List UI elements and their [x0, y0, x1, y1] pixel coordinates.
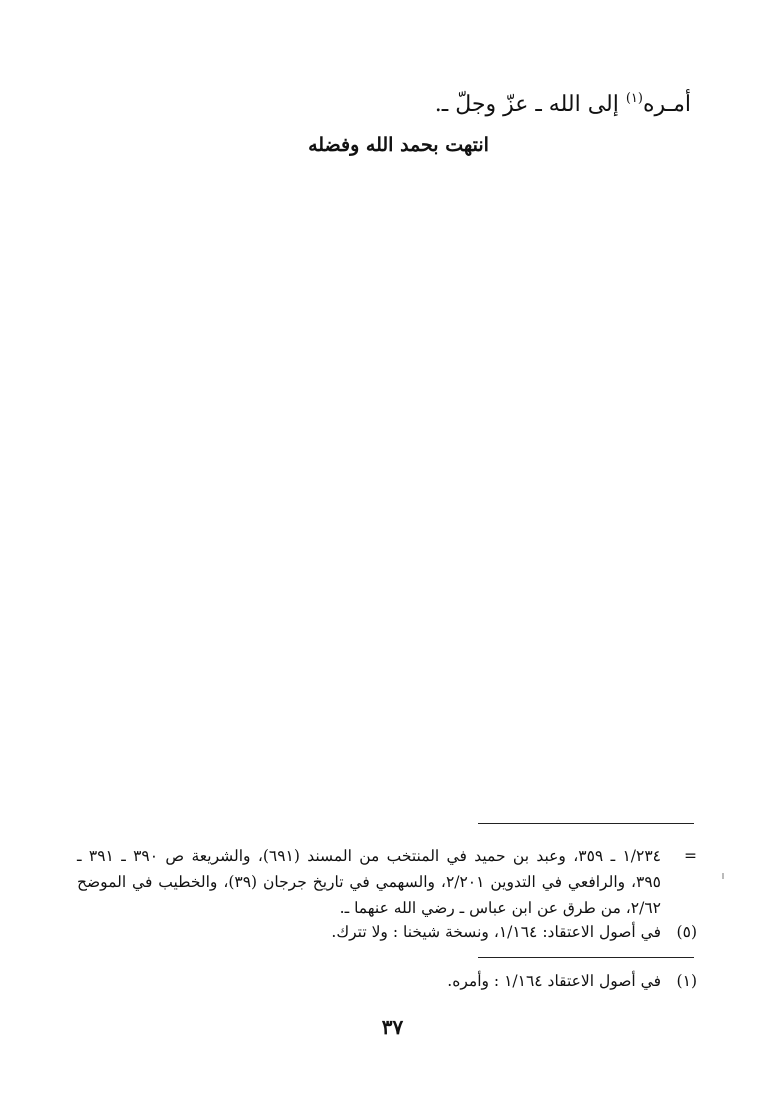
- footnote-continuation: [77, 843, 697, 921]
- footnote-reference: (١): [625, 91, 643, 106]
- main-text-before: أمـره: [642, 92, 691, 117]
- footnote-5-mark: (٥): [676, 923, 697, 941]
- scan-mark: [722, 873, 724, 879]
- footnote-continuation-mark: =: [684, 847, 697, 865]
- footnote-separator-bottom: [478, 957, 694, 958]
- footnote-1-mark: (١): [676, 972, 697, 990]
- footnote-1-text: [77, 968, 661, 994]
- footnote-continuation-text: [77, 843, 661, 921]
- footnote-line: ١/٢٣٤ ـ ٣٥٩، وعبد بن حميد في المنتخب من المسند (٦٩١)، والشريعة ص ٣٩٠ ـ ٣٩١ ـ: [77, 847, 661, 865]
- footnote-separator-top: [478, 823, 694, 824]
- footnote-5: [77, 919, 697, 945]
- main-text-after: إلى الله ـ عزّ وجلّ ـ.: [434, 92, 626, 117]
- footnote-1: [77, 968, 697, 994]
- footnote-line: ٢/٦٢، من طرق عن ابن عباس ـ رضي الله عنهما ـ.: [339, 899, 661, 917]
- closing-statement: انتهت بحمد الله وفضله: [308, 134, 489, 156]
- footnote-line: ٣٩٥، والرافعي في التدوين ٢/٢٠١، والسهمي في تاريخ جرجان (٣٩)، والخطيب في الموضح: [77, 873, 661, 891]
- footnote-line: في أصول الاعتقاد ١/١٦٤ : وأمره.: [447, 972, 661, 990]
- footnote-line: في أصول الاعتقاد: ١/١٦٤، ونسخة شيخنا : ولا تترك.: [331, 923, 661, 941]
- main-text-line: [91, 82, 691, 122]
- footnote-5-text: [77, 919, 661, 945]
- page-number: ٣٧: [381, 1015, 404, 1039]
